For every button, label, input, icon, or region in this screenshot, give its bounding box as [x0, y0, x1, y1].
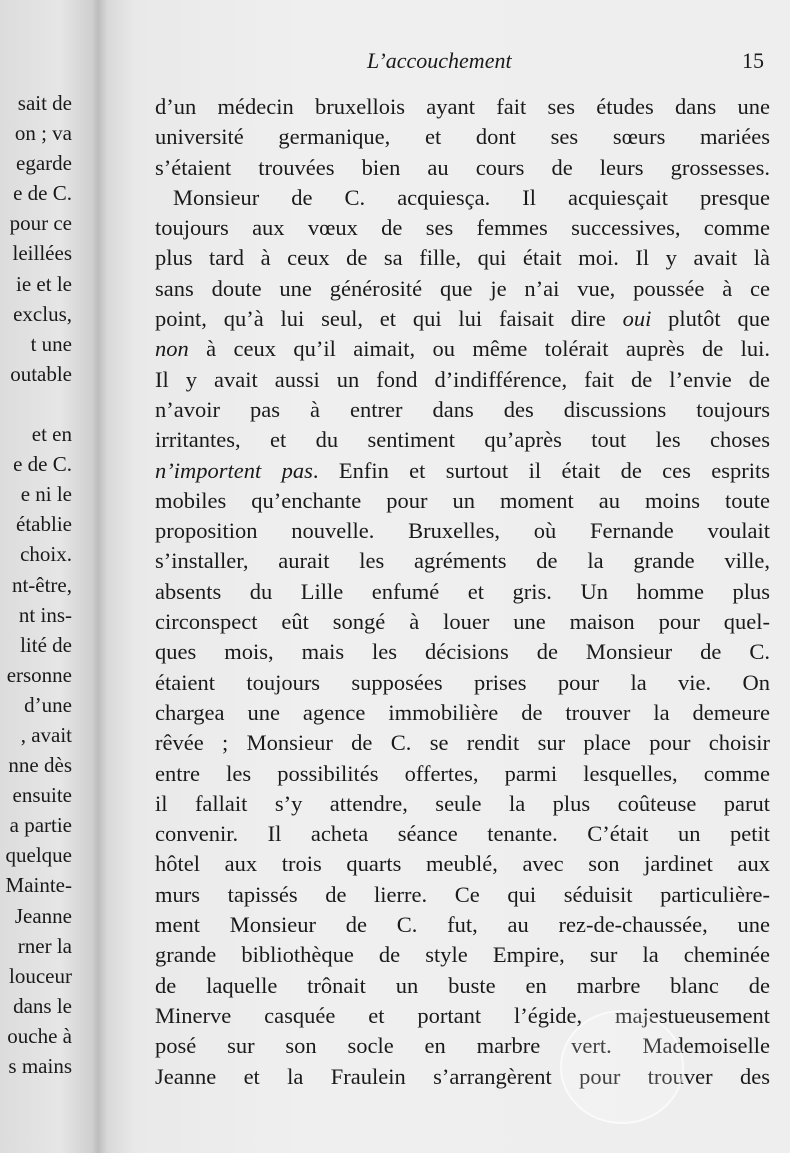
line-text: université germanique, et dont ses sœurs mariées — [155, 124, 770, 150]
line-text: ersonne — [6, 662, 72, 687]
text-line — [155, 213, 770, 243]
facing-page-line — [0, 238, 72, 268]
text-line — [155, 1001, 770, 1031]
text-line — [155, 243, 770, 273]
page-number: 15 — [742, 48, 764, 73]
facing-page-line — [0, 329, 72, 359]
facing-page-line — [0, 208, 72, 238]
line-text: nne dès — [8, 753, 72, 778]
line-text: il fallait s’y attendre, seule la plus coûteuse parut — [155, 790, 770, 816]
line-text: nt ins- — [18, 602, 72, 627]
line-text: point, qu’à lui seul, et qui lui faisait dire — [155, 306, 623, 332]
line-text: dans le — [13, 993, 72, 1018]
text-line — [155, 274, 770, 304]
facing-page-line — [0, 419, 72, 449]
facing-page-line — [0, 780, 72, 810]
line-text: egarde — [16, 151, 72, 176]
line-text: e de C. — [13, 181, 72, 206]
line-text: s mains — [8, 1054, 72, 1078]
line-text: choix. — [20, 542, 72, 567]
text-line — [155, 516, 770, 546]
line-text: d’un médecin bruxellois ayant fait ses études dans une — [155, 94, 770, 119]
italic-text: oui — [622, 306, 652, 332]
text-line — [155, 365, 770, 395]
text-line — [155, 971, 770, 1001]
facing-page-line — [0, 88, 72, 118]
line-text: établie — [16, 512, 72, 537]
line-text: absents du Lille enfumé et gris. Un homme plus — [155, 578, 770, 604]
line-text: s’installer, aurait les agréments de la grande ville, — [155, 548, 770, 574]
italic-text: non — [155, 336, 189, 362]
facing-page-fragment — [0, 88, 72, 1081]
facing-page-line — [0, 479, 72, 509]
facing-page-line — [0, 720, 72, 750]
line-text: plus tard à ceux de sa fille, qui était moi. Il y avait là — [155, 245, 770, 271]
line-text: rêvée ; Monsieur de C. se rendit sur place pour choisir — [155, 730, 770, 756]
text-line — [155, 607, 770, 637]
text-line — [155, 759, 770, 789]
facing-page-line — [0, 148, 72, 178]
line-text: Jeanne et la Fraulein s’arrangèrent pour trouver des — [155, 1063, 770, 1089]
text-line — [155, 668, 770, 698]
text-line — [155, 304, 770, 334]
line-text: t une — [30, 331, 72, 356]
line-text: a partie — [9, 813, 72, 838]
line-text: ie et le — [16, 271, 72, 296]
line-text: hôtel aux trois quarts meublé, avec son jardinet aux — [155, 851, 770, 877]
line-text: pour ce — [9, 211, 72, 236]
facing-page-line — [0, 570, 72, 600]
text-line — [155, 122, 770, 152]
page-body-text — [155, 92, 770, 1092]
line-text: rner la — [17, 933, 72, 958]
facing-page-line — [0, 750, 72, 780]
line-text: de laquelle trônait un buste en marbre blanc de — [155, 972, 770, 998]
facing-page-line — [0, 539, 72, 569]
line-text: d’une — [24, 692, 72, 717]
line-text: et en — [31, 422, 72, 447]
line-text: ouche à — [7, 1023, 72, 1048]
line-text: étaient toujours supposées prises pour la vie. On — [155, 669, 770, 695]
line-text: n’avoir pas à entrer dans des discussions toujours — [155, 396, 770, 422]
line-text: ensuite — [12, 783, 72, 808]
line-text: plutôt que — [651, 306, 770, 332]
facing-page-line — [0, 690, 72, 720]
text-line — [155, 698, 770, 728]
facing-page-line — [0, 931, 72, 961]
text-line — [155, 395, 770, 425]
text-line — [155, 940, 770, 970]
page-header — [155, 48, 770, 78]
line-text: leillées — [12, 241, 72, 266]
line-text: ques mois, mais les décisions de Monsieur de C. — [155, 639, 770, 665]
watermark-stamp — [560, 1010, 684, 1124]
line-text: e ni le — [20, 482, 72, 507]
text-line — [155, 728, 770, 758]
facing-page-line — [0, 509, 72, 539]
line-text: circonspect eût songé à louer une maison pour quel- — [155, 609, 770, 635]
line-text: sans doute une générosité que je n’ai vue, poussée à ce — [155, 275, 770, 301]
line-text: irritantes, et du sentiment qu’après tout les choses — [155, 427, 770, 453]
facing-page-line — [0, 870, 72, 900]
facing-page-line — [0, 660, 72, 690]
text-line — [155, 789, 770, 819]
line-text: posé sur son socle en marbre vert. Mademoiselle — [155, 1033, 770, 1059]
line-text: convenir. Il acheta séance tenante. C’était un petit — [155, 821, 770, 847]
line-text: ment Monsieur de C. fut, au rez-de-chaussée, une — [155, 912, 770, 938]
line-text: toujours aux vœux de ses femmes successives, comme — [155, 215, 770, 241]
facing-page-line — [0, 600, 72, 630]
italic-text: n’importent pas — [155, 457, 313, 483]
facing-page-line — [0, 630, 72, 660]
line-text: s’étaient trouvées bien au cours de leurs grossesses. — [155, 154, 770, 180]
facing-page-line — [0, 1021, 72, 1051]
facing-page-line — [0, 810, 72, 840]
line-text: à ceux qu’il aimait, ou même tolérait auprès de lui. — [188, 336, 770, 362]
text-line — [155, 334, 770, 364]
facing-page-line — [0, 359, 72, 389]
facing-page-line — [0, 449, 72, 479]
line-text: Jeanne — [14, 903, 72, 928]
line-text: murs tapissés de lierre. Ce qui séduisit particulière- — [155, 881, 770, 907]
line-text: entre les possibilités offertes, parmi lesquelles, comme — [155, 760, 770, 786]
line-text: louceur — [9, 963, 72, 988]
facing-page-line — [0, 118, 72, 148]
facing-page-line — [0, 269, 72, 299]
text-line — [155, 910, 770, 940]
text-line — [155, 425, 770, 455]
line-text: on ; va — [14, 121, 72, 146]
line-text: quelque — [5, 843, 72, 868]
text-line — [155, 577, 770, 607]
running-title: L’accouchement — [367, 48, 512, 73]
line-text: nt-être, — [11, 572, 72, 597]
line-text: , avait — [20, 722, 72, 747]
line-text: sait de — [17, 91, 72, 115]
line-text: mobiles qu’enchante pour un moment au moins toute — [155, 487, 770, 513]
line-text: proposition nouvelle. Bruxelles, où Fernande voulait — [155, 518, 770, 544]
line-text: . Enfin et surtout il était de ces esprits — [312, 457, 770, 483]
text-line — [155, 486, 770, 516]
text-line — [155, 849, 770, 879]
text-line — [155, 880, 770, 910]
facing-page-line — [0, 901, 72, 931]
facing-page-line — [0, 961, 72, 991]
line-text: Mainte- — [5, 873, 72, 898]
line-text: lité de — [20, 632, 72, 657]
line-text: e de C. — [13, 452, 72, 477]
facing-page-line — [0, 178, 72, 208]
text-line — [155, 153, 770, 183]
text-line — [155, 92, 770, 122]
facing-page-line — [0, 991, 72, 1021]
line-text: Il y avait aussi un fond d’indifférence, fait de l’envie de — [155, 366, 770, 392]
text-line — [155, 637, 770, 667]
line-text: Monsieur de C. acquiesça. Il acquiesçait presque — [173, 184, 770, 210]
text-line — [155, 456, 770, 486]
line-text: Minerve casquée et portant l’égide, majestueusement — [155, 1002, 770, 1028]
line-text: chargea une agence immobilière de trouver la demeure — [155, 699, 770, 725]
line-text: outable — [10, 361, 72, 386]
line-text: exclus, — [13, 301, 72, 326]
facing-page-line — [0, 1051, 72, 1081]
text-line — [155, 546, 770, 576]
facing-page-line — [0, 840, 72, 870]
text-line — [155, 819, 770, 849]
facing-page-line — [0, 389, 72, 419]
facing-page-line — [0, 299, 72, 329]
line-text: grande bibliothèque de style Empire, sur la cheminée — [155, 942, 770, 968]
text-line — [155, 183, 770, 213]
